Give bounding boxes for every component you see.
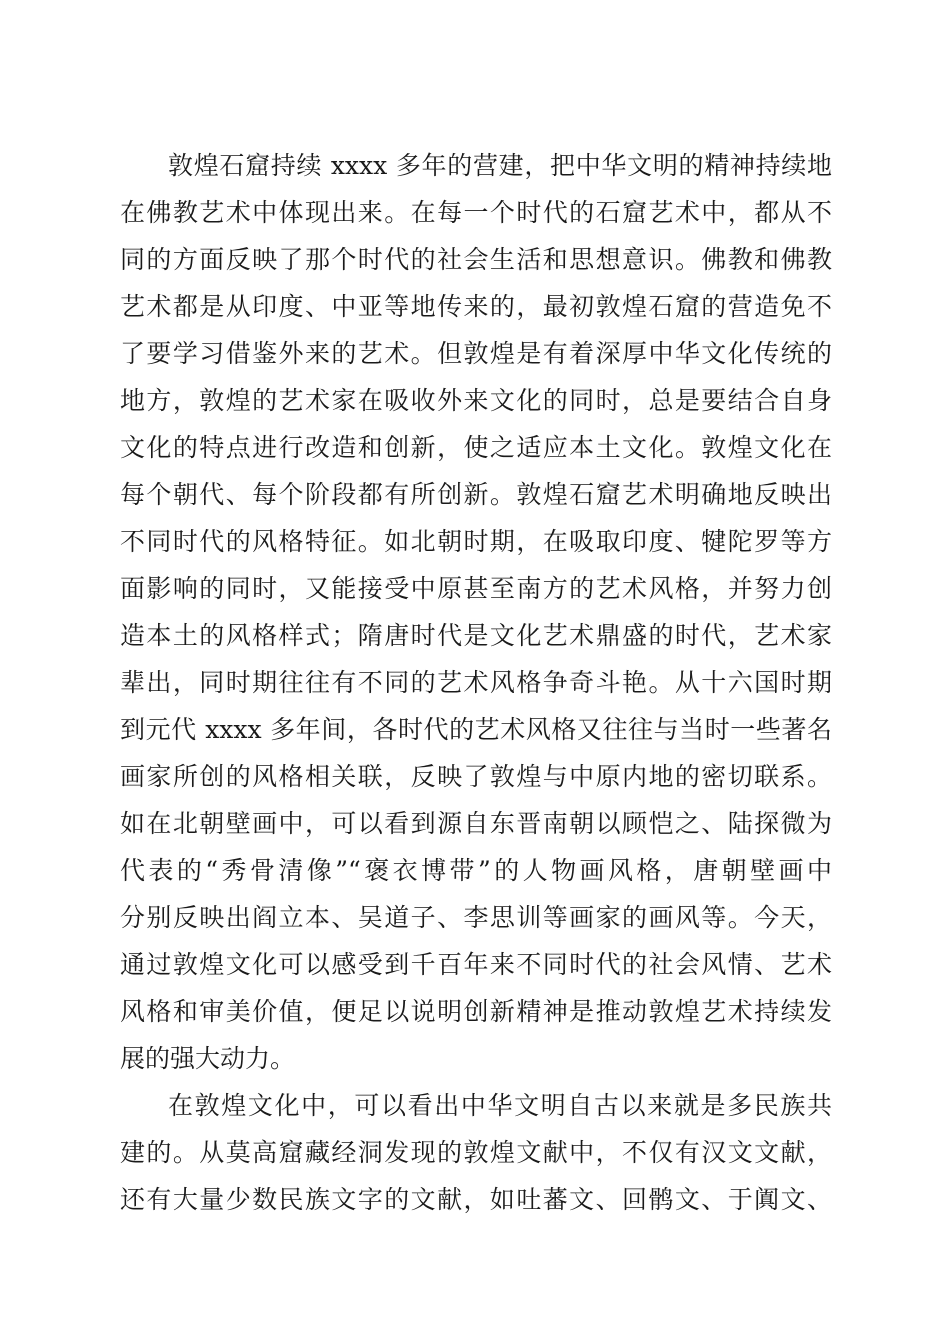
text-line: 到元代 xxxx 多年间，各时代的艺术风格又往往与当时一些著名	[120, 715, 832, 744]
text-line: 了要学习借鉴外来的艺术。但敦煌是有着深厚中华文化传统的	[120, 339, 832, 368]
text-line: 艺术都是从印度、中亚等地传来的，最初敦煌石窟的营造免不	[120, 292, 832, 321]
text-line: 代表的“秀骨清像”“褒衣博带”的人物画风格，唐朝壁画中	[120, 856, 832, 885]
text-line: 还有大量少数民族文字的文献，如吐蕃文、回鹘文、于阗文、	[120, 1185, 832, 1214]
text-line: 地方，敦煌的艺术家在吸收外来文化的同时，总是要结合自身	[120, 386, 832, 415]
text-line: 画家所创的风格相关联，反映了敦煌与中原内地的密切联系。	[120, 762, 832, 791]
text-line: 辈出，同时期往往有不同的艺术风格争奇斗艳。从十六国时期	[120, 668, 832, 697]
text-line: 分别反映出阎立本、吴道子、李思训等画家的画风等。今天，	[120, 903, 832, 932]
text-line: 文化的特点进行改造和创新，使之适应本土文化。敦煌文化在	[120, 433, 832, 462]
text-line: 不同时代的风格特征。如北朝时期，在吸取印度、犍陀罗等方	[120, 527, 832, 556]
text-line: 造本土的风格样式；隋唐时代是文化艺术鼎盛的时代，艺术家	[120, 621, 832, 650]
text-line: 同的方面反映了那个时代的社会生活和思想意识。佛教和佛教	[120, 245, 832, 274]
text-line: 建的。从莫高窟藏经洞发现的敦煌文献中，不仅有汉文文献，	[120, 1138, 832, 1167]
body-text	[120, 142, 832, 1223]
text-line: 面影响的同时，又能接受中原甚至南方的艺术风格，并努力创	[120, 574, 832, 603]
text-line: 在佛教艺术中体现出来。在每一个时代的石窟艺术中，都从不	[120, 198, 832, 227]
text-line: 如在北朝壁画中，可以看到源自东晋南朝以顾恺之、陆探微为	[120, 809, 832, 838]
text-line: 通过敦煌文化可以感受到千百年来不同时代的社会风情、艺术	[120, 950, 832, 979]
text-line: 展的强大动力。	[120, 1044, 296, 1073]
text-line: 敦煌石窟持续 xxxx 多年的营建，把中华文明的精神持续地	[168, 151, 832, 180]
text-line: 每个朝代、每个阶段都有所创新。敦煌石窟艺术明确地反映出	[120, 480, 832, 509]
text-line: 风格和审美价值，便足以说明创新精神是推动敦煌艺术持续发	[120, 997, 832, 1026]
text-line: 在敦煌文化中，可以看出中华文明自古以来就是多民族共	[168, 1091, 832, 1120]
